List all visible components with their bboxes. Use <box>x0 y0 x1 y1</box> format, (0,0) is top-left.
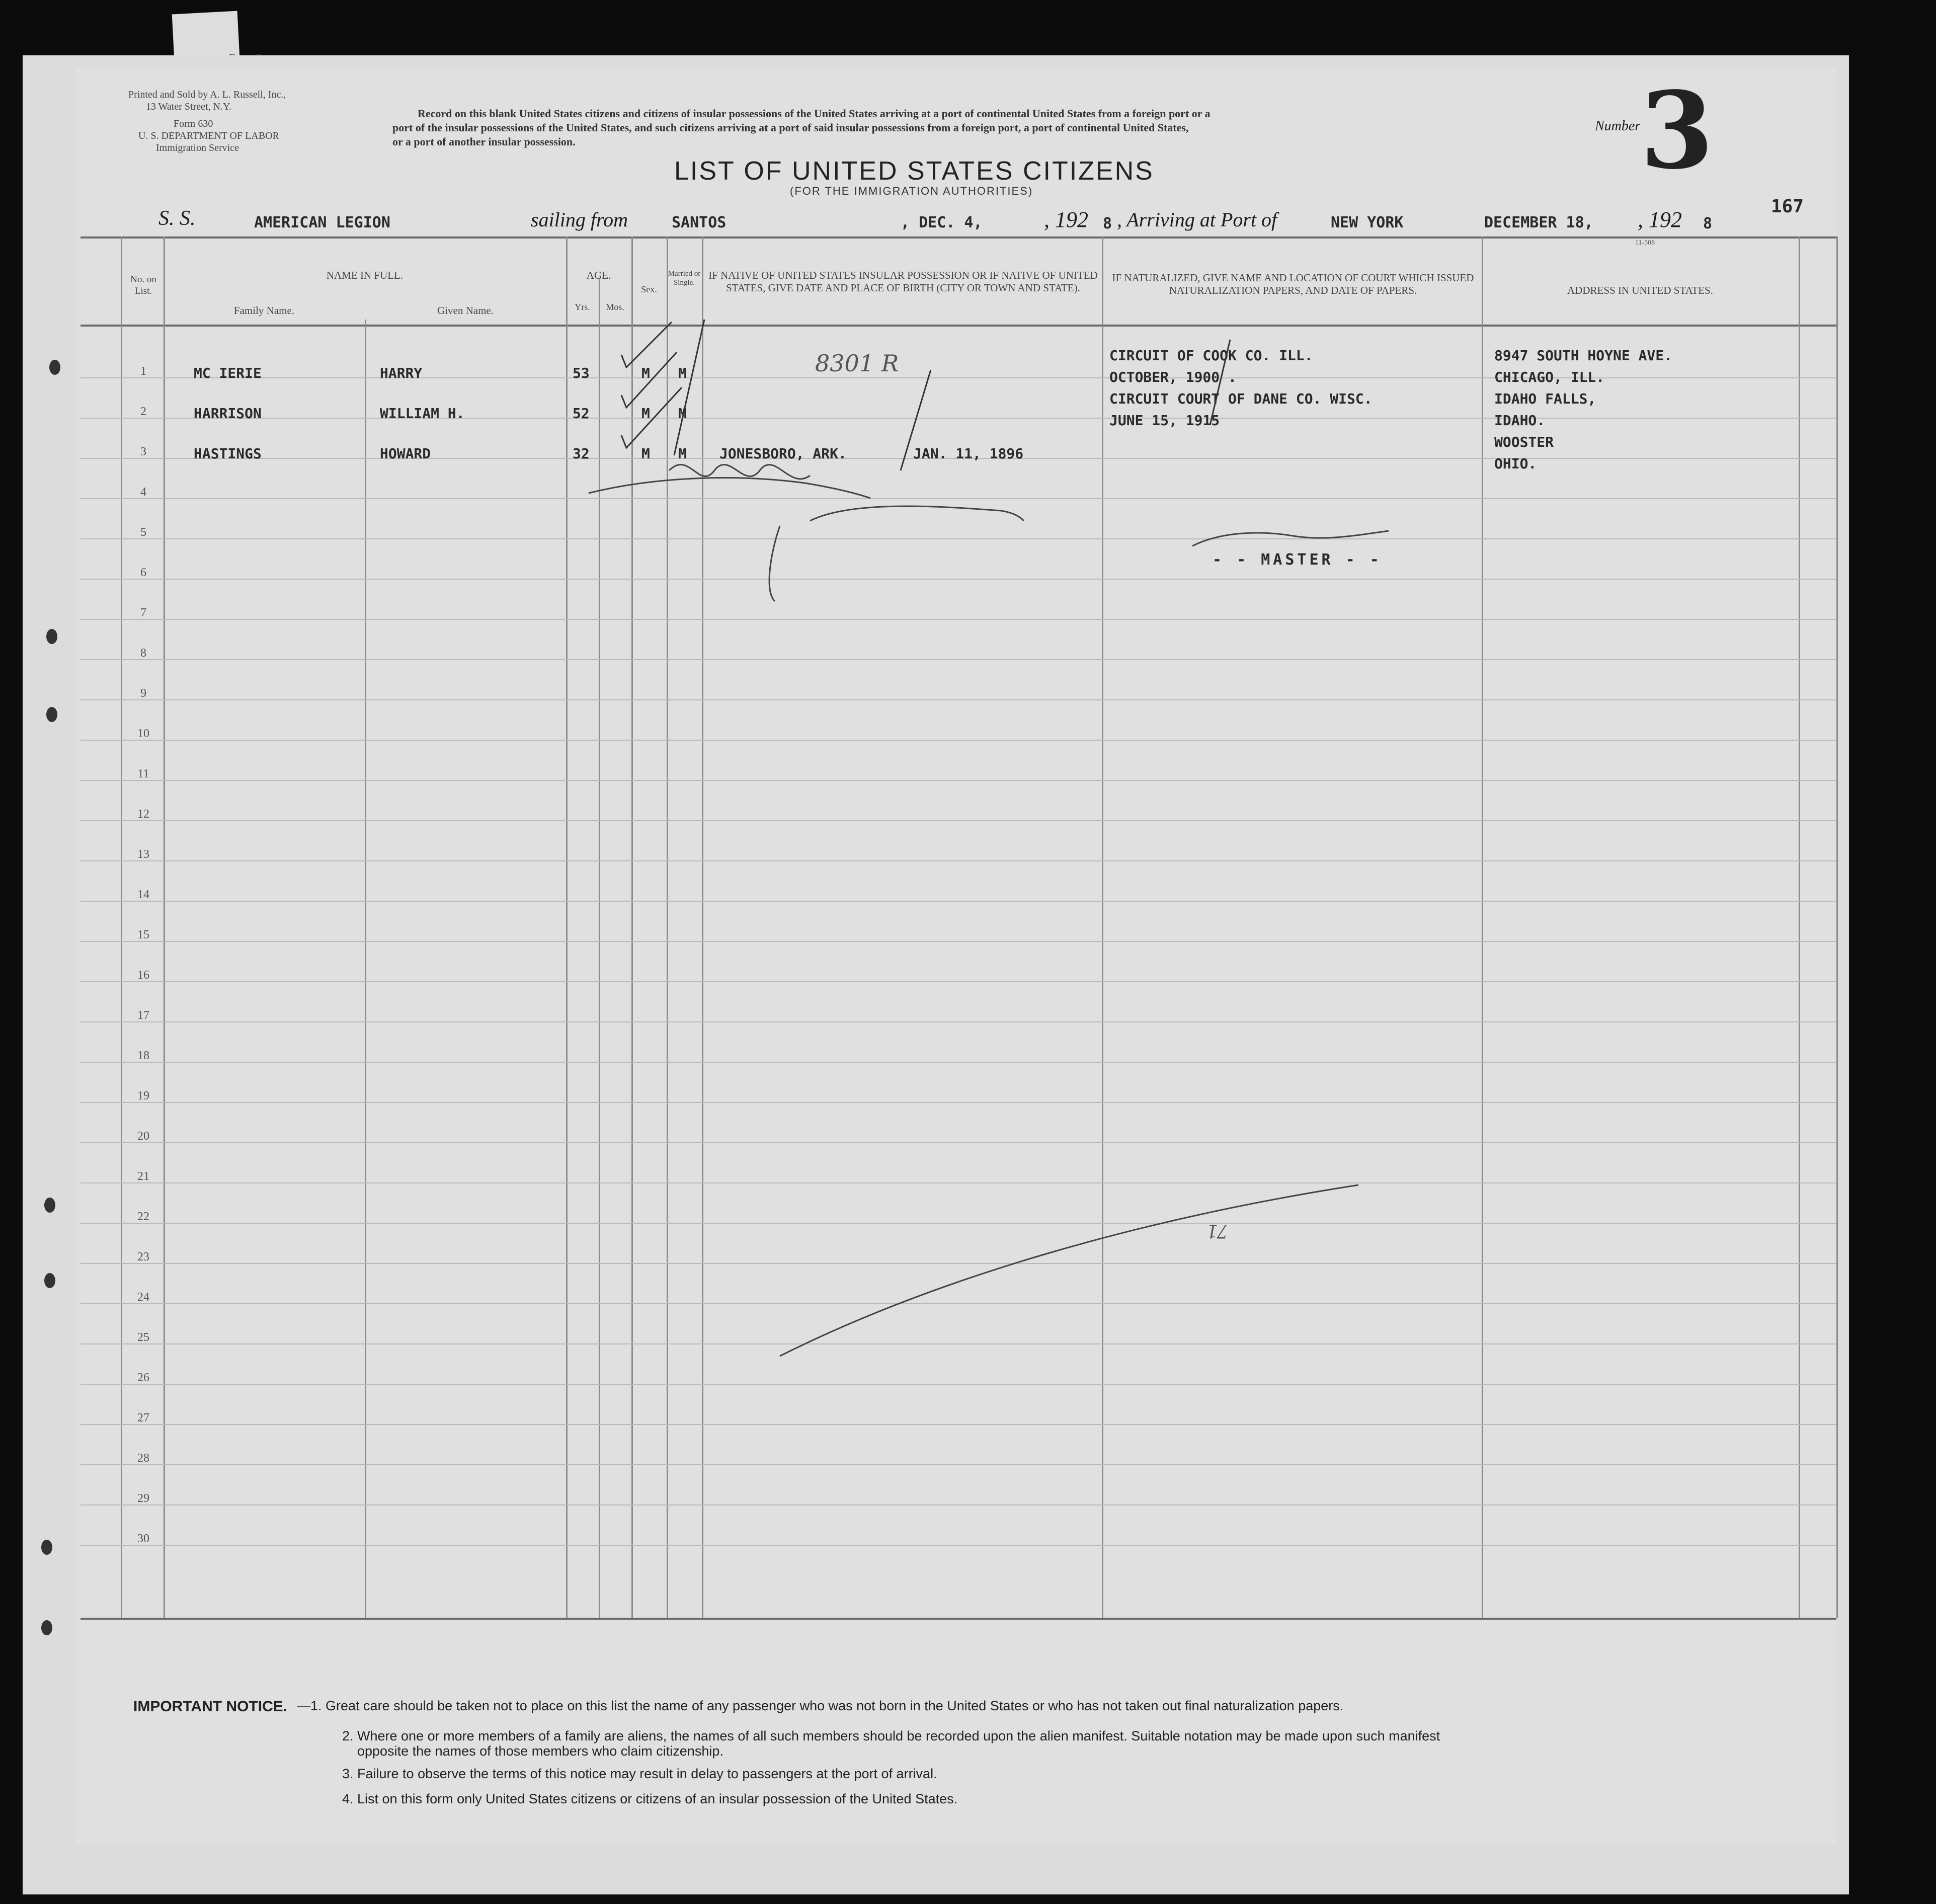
address-line-3: IDAHO FALLS, <box>1494 390 1596 407</box>
row-number: 19 <box>137 1089 149 1102</box>
row-3-birthplace: JONESBORO, ARK. <box>719 445 847 462</box>
handwritten-marks <box>75 68 1836 1628</box>
address-line-4: IDAHO. <box>1494 412 1546 429</box>
row-3-given: HOWARD <box>380 445 431 462</box>
row-number: 10 <box>137 727 149 740</box>
notice-item-2b: opposite the names of those members who claim citizenship. <box>357 1743 723 1759</box>
page-stamp: 167 <box>1771 196 1804 217</box>
court-line-1: CIRCUIT OF COOK CO. ILL. <box>1109 347 1313 364</box>
row-number: 30 <box>137 1532 149 1545</box>
court-line-2: OCTOBER, 1900 . <box>1109 369 1237 385</box>
row-1-given: HARRY <box>380 365 423 381</box>
ss-label: S. S. <box>158 207 196 230</box>
row-number: 28 <box>137 1452 149 1465</box>
row-number: 3 <box>140 445 146 458</box>
arriving-label: , Arriving at Port of <box>1117 208 1277 231</box>
publisher-line-1: Printed and Sold by A. L. Russell, Inc., <box>128 89 286 100</box>
notice-item-2a: 2. Where one or more members of a family are aliens, the names of all such members should be recorded upon the alien manifest. Suitable notation may be made upon such manifest <box>342 1728 1440 1743</box>
row-number: 8 <box>140 647 146 660</box>
punch-hole <box>41 1540 52 1555</box>
depart-year-prefix: , 192 <box>1044 207 1088 232</box>
punch-hole <box>41 1620 52 1635</box>
row-number: 13 <box>137 848 149 861</box>
form-subtitle: (FOR THE IMMIGRATION AUTHORITIES) <box>790 185 1033 197</box>
ship-name: AMERICAN LEGION <box>254 214 390 231</box>
row-2-family: HARRISON <box>194 405 262 422</box>
notice-item-1: —1. Great care should be taken not to place on this list the name of any passenger who was not born in the United States or who has not taken out final naturalization papers. <box>297 1698 1344 1713</box>
hdr-family-name: Family Name. <box>233 304 295 316</box>
row-3-marital: M <box>678 445 687 462</box>
row-number: 25 <box>137 1331 149 1344</box>
handwritten-birth-note: 8301 R <box>815 350 899 377</box>
service: Immigration Service <box>156 142 239 153</box>
row-number: 14 <box>137 888 149 901</box>
arrive-date: DECEMBER 18, <box>1484 214 1593 231</box>
depart-year-digit: 8 <box>1103 215 1112 232</box>
hdr-address: ADDRESS IN UNITED STATES. <box>1567 284 1713 296</box>
row-number: 26 <box>137 1371 149 1384</box>
hdr-married: Married or Single. <box>668 270 701 287</box>
row-number: 17 <box>137 1009 149 1022</box>
row-number: 27 <box>137 1411 149 1424</box>
punch-hole <box>46 629 57 644</box>
row-number: 23 <box>137 1250 149 1263</box>
row-3-family: HASTINGS <box>194 445 262 462</box>
hdr-sex: Sex. <box>641 284 657 294</box>
row-number: 2 <box>140 405 146 418</box>
row-number: 9 <box>140 687 146 700</box>
row-number: 4 <box>140 486 146 499</box>
instructions-line-1: Record on this blank United States citizens and citizens of insular possessions of the United States arriving at a port of continental United States from a foreign port or a <box>418 107 1211 120</box>
form-number: Form 630 <box>174 118 213 129</box>
row-number: 29 <box>137 1492 149 1505</box>
hdr-no-on-list: No. on List. <box>130 274 156 296</box>
row-3-birthdate: JAN. 11, 1896 <box>913 445 1024 462</box>
row-2-marital: M <box>678 405 687 422</box>
small-code: 11-508 <box>1635 239 1655 247</box>
checkmark-icon <box>621 320 1230 470</box>
notice-heading: IMPORTANT NOTICE. <box>133 1698 288 1715</box>
row-2-given: WILLIAM H. <box>380 405 465 422</box>
row-number: 18 <box>137 1049 149 1062</box>
department: U. S. DEPARTMENT OF LABOR <box>138 130 279 141</box>
address-line-5: WOOSTER <box>1494 434 1554 450</box>
instructions-line-2: port of the insular possessions of the United States, and such citizens arriving at a port of said insular possessions from a foreign port, a port of continental United States, <box>392 121 1189 134</box>
hdr-yrs: Yrs. <box>575 302 590 312</box>
list-number: 3 <box>1640 68 1714 193</box>
hdr-given-name: Given Name. <box>437 304 494 316</box>
port-to: NEW YORK <box>1331 214 1404 231</box>
publisher-line-2: 13 Water Street, N.Y. <box>146 101 231 112</box>
signature-icon <box>589 464 1389 1356</box>
row-number: 7 <box>140 606 146 619</box>
arrive-year-prefix: , 192 <box>1638 207 1682 232</box>
row-number: 1 <box>140 365 146 378</box>
address-line-1: 8947 SOUTH HOYNE AVE. <box>1494 347 1673 364</box>
court-line-4: JUNE 15, 1915 <box>1109 412 1220 429</box>
row-number: 12 <box>137 808 149 821</box>
hdr-naturalized: IF NATURALIZED, GIVE NAME AND LOCATION OF COURT WHICH ISSUED NATURALIZATION PAPERS, AND DATE OF PAPERS. <box>1112 272 1474 297</box>
hdr-mos: Mos. <box>606 302 624 312</box>
row-1-sex: M <box>641 365 650 381</box>
row-3-yrs: 32 <box>573 445 590 462</box>
handwritten-mark: 71 <box>1207 1221 1228 1243</box>
port-from: SANTOS <box>672 214 727 231</box>
master-label: MASTER <box>1261 551 1334 569</box>
row-number: 20 <box>137 1130 149 1143</box>
address-line-2: CHICAGO, ILL. <box>1494 369 1605 385</box>
row-number: 11 <box>137 767 149 780</box>
row-number: 21 <box>137 1170 149 1183</box>
address-line-6: OHIO. <box>1494 455 1537 472</box>
instructions-line-3: or a port of another insular possession. <box>392 135 576 148</box>
arrive-year-digit: 8 <box>1703 215 1713 232</box>
manifest-page <box>75 68 1836 1844</box>
court-line-3: CIRCUIT COURT OF DANE CO. WISC. <box>1109 390 1373 407</box>
punch-hole <box>44 1198 55 1213</box>
row-3-sex: M <box>641 445 650 462</box>
row-number: 5 <box>140 526 146 539</box>
form-title: LIST OF UNITED STATES CITIZENS <box>674 156 1154 186</box>
row-2-sex: M <box>641 405 650 422</box>
hdr-age: AGE. <box>586 269 611 281</box>
notice-item-3: 3. Failure to observe the terms of this notice may result in delay to passengers at the port of arrival. <box>342 1766 937 1781</box>
punch-hole <box>49 360 60 375</box>
row-1-marital: M <box>678 365 687 381</box>
number-label: Number <box>1595 118 1641 134</box>
row-number: 24 <box>137 1291 149 1304</box>
row-number: 15 <box>137 928 149 941</box>
punch-hole <box>46 707 57 722</box>
row-number: 22 <box>137 1210 149 1223</box>
sailing-label: sailing from <box>531 208 628 231</box>
hdr-birth: IF NATIVE OF UNITED STATES INSULAR POSSESSION OR IF NATIVE OF UNITED STATES, GIVE DATE AND PLACE OF BIRTH (CITY OR TOWN AND STATE). <box>708 269 1098 294</box>
row-number: 6 <box>140 566 146 579</box>
depart-date: , DEC. 4, <box>901 214 983 231</box>
row-number: 16 <box>137 969 149 982</box>
row-2-yrs: 52 <box>573 405 590 422</box>
row-1-yrs: 53 <box>573 365 590 381</box>
notice-item-4: 4. List on this form only United States citizens or citizens of an insular possession of the United States. <box>342 1791 958 1806</box>
row-1-family: MC IERIE <box>194 365 262 381</box>
punch-hole <box>44 1273 55 1288</box>
hdr-name-in-full: NAME IN FULL. <box>326 269 404 281</box>
col-line-right-edge <box>1836 236 1838 1618</box>
master-stamp: - - MASTER - - <box>1213 551 1382 569</box>
